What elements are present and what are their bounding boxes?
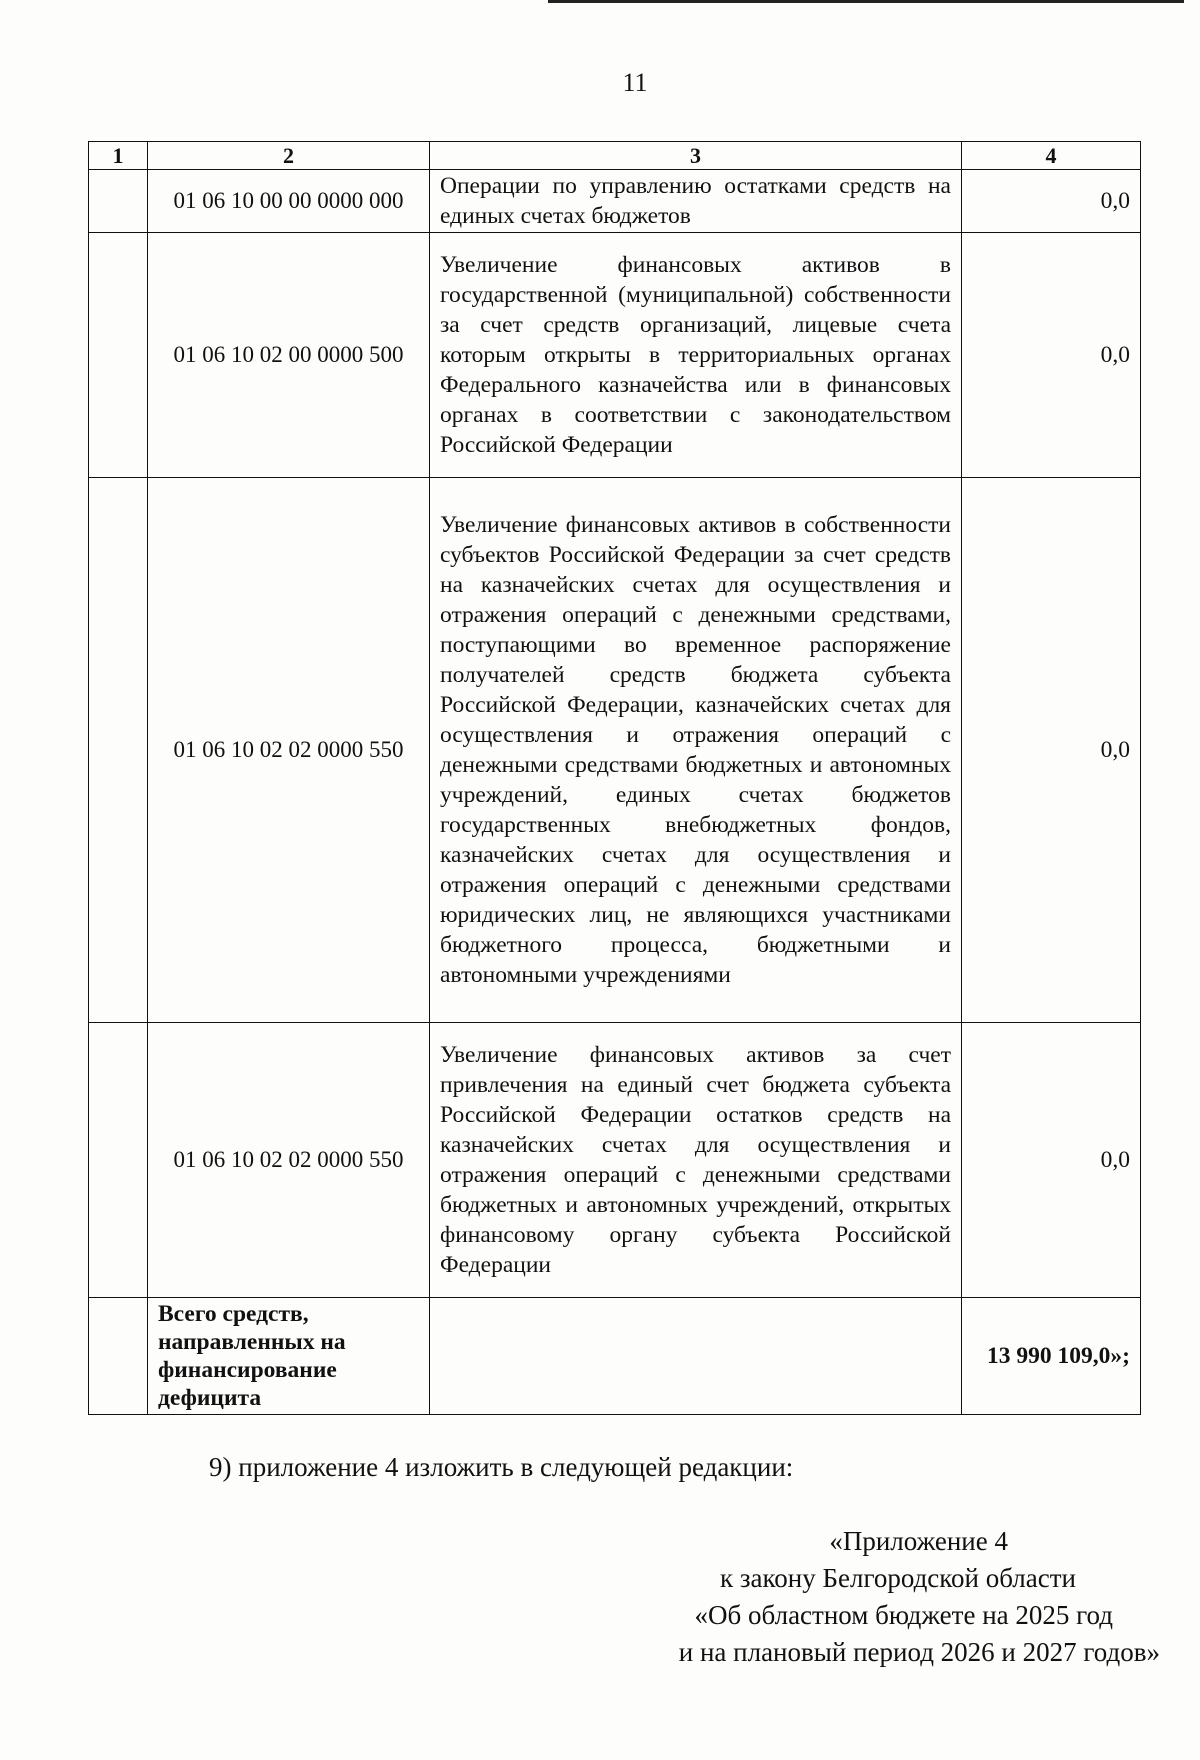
amount-cell: 0,0 <box>962 170 1141 233</box>
budget-code-cell: 01 06 10 02 00 0000 500 <box>148 233 430 478</box>
appendix-law-title: «Об областном бюджете на 2025 год <box>694 1600 1113 1630</box>
description-cell: Увеличение финансовых активов в собственности субъектов Российской Федерации за счет средств на казначейских счетах для осуществления и отражения операций с денежными средствами, поступающими во временное распоряжение получателей средств бюджета субъекта Российской Федерации, казначейских счетах для осуществления и отражения операций с денежными средствами бюджетных и автономных учреждений, единых счетах бюджетов государственных внебюджетных фондов, казначейских счетах для осуществления и отражения операций с денежными средствами юридических лиц, не являющихся участниками бюджетного процесса, бюджетными и автономными учреждениями <box>430 478 962 1023</box>
table-row <box>89 478 1141 1023</box>
column-header-3: 3 <box>430 142 962 170</box>
amount-cell: 0,0 <box>962 478 1141 1023</box>
total-amount-cell: 13 990 109,0»; <box>962 1298 1141 1415</box>
appendix-heading <box>560 1523 1160 1671</box>
description-cell: Операции по управлению остатками средств на единых счетах бюджетов <box>430 170 962 233</box>
row-number-cell <box>89 233 148 478</box>
budget-code-cell: 01 06 10 02 02 0000 550 <box>148 1023 430 1298</box>
page-number: 11 <box>622 68 648 97</box>
appendix-title: «Приложение 4 <box>829 1526 1008 1556</box>
row-number-cell <box>89 478 148 1023</box>
budget-code-cell: 01 06 10 02 02 0000 550 <box>148 478 430 1023</box>
budget-table <box>88 141 1141 1415</box>
column-header-2: 2 <box>148 142 430 170</box>
row-number-cell <box>89 170 148 233</box>
table-row <box>89 233 1141 478</box>
description-cell: Увеличение финансовых активов в государственной (муниципальной) собственности за счет средств организаций, лицевые счета которым открыты в территориальных органах Федерального казначейства или в финансовых органах в соответствии с законодательством Российской Федерации <box>430 233 962 478</box>
amendment-instruction: 9) приложение 4 изложить в следующей редакции: <box>209 1452 794 1482</box>
amount-cell: 0,0 <box>962 1023 1141 1298</box>
appendix-planning-period: и на плановый период 2026 и 2027 годов» <box>678 1637 1160 1667</box>
column-header-4: 4 <box>962 142 1141 170</box>
budget-code-cell: 01 06 10 00 00 0000 000 <box>148 170 430 233</box>
row-number-cell <box>89 1298 148 1415</box>
top-border-line <box>548 0 1184 3</box>
total-description-cell <box>430 1298 962 1415</box>
appendix-law-reference: к закону Белгородской области <box>720 1563 1076 1593</box>
total-label-cell: Всего средств, направленных на финансирование дефицита <box>148 1298 430 1415</box>
table-header-row <box>89 142 1141 170</box>
row-number-cell <box>89 1023 148 1298</box>
description-cell: Увеличение финансовых активов за счет привлечения на единый счет бюджета субъекта Российской Федерации остатков средств на казначейских счетах для осуществления и отражения операций с денежными средствами бюджетных и автономных учреждений, открытых финансовому органу субъекта Российской Федерации <box>430 1023 962 1298</box>
amount-cell: 0,0 <box>962 233 1141 478</box>
table-row <box>89 170 1141 233</box>
column-header-1: 1 <box>89 142 148 170</box>
table-row <box>89 1023 1141 1298</box>
table-total-row <box>89 1298 1141 1415</box>
